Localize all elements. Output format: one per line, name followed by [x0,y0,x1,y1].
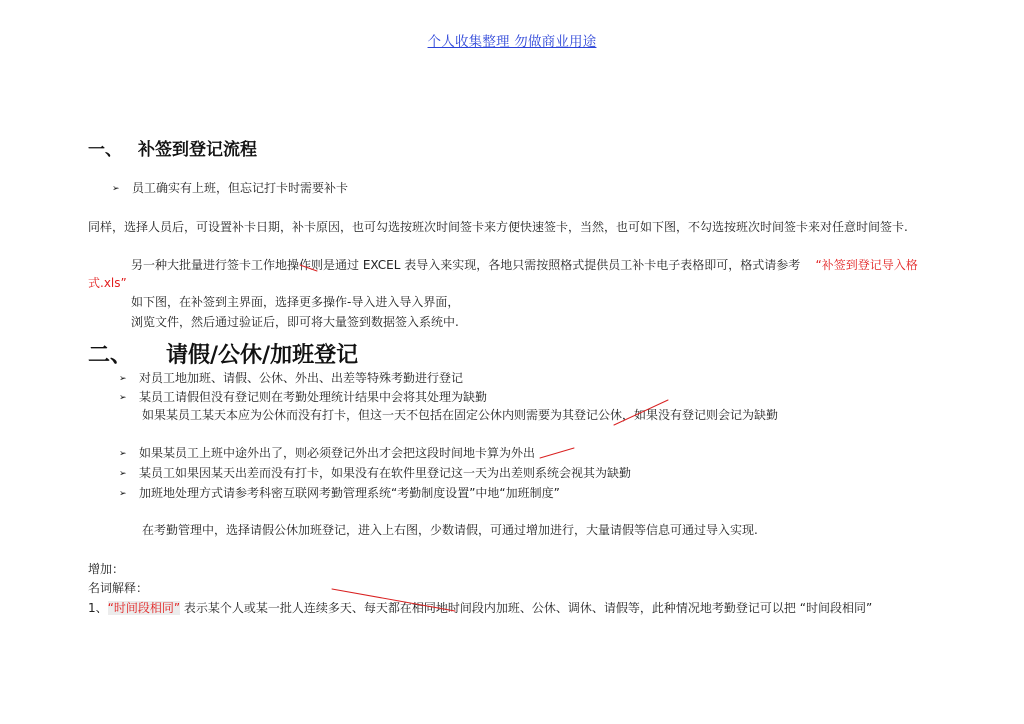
section-2-heading [88,338,358,369]
add-label: 增加： [88,562,125,576]
bullet-text: 某员工如果因某天出差而没有打卡，如果没有在软件里登记这一天为出差则系统会视其为缺勤 [139,466,632,480]
bullet-text: 某员工请假但没有登记则在考勤处理统计结果中会将其处理为缺勤 [139,390,488,404]
bullet-text: 如果某员工上班中途外出了，则必须登记外出才会把这段时间地卡算为外出 [139,446,536,460]
bullet-arrow-icon: ➢ [119,374,127,384]
glossary-label: 名词解释： [88,581,149,595]
section-2-sub-line: 如果某员工某天本应为公休而没有打卡，但这一天不包括在固定公休内则需要为其登记公休，如果没有登记则会记为缺勤 [142,408,779,422]
section-1-heading [88,135,257,160]
section-2-number: 二、 [88,342,133,368]
section-2-bullet-3 [119,446,535,462]
section-1-paragraph-1: 同样，选择人员后，可设置补卡日期，补卡原因，也可勾选按班次时间签卡来方便快速签卡，当然，也可如下图，不勾选按班次时间签卡来对任意时间签卡. [88,220,908,234]
section-1-number: 一、 [88,140,122,160]
bullet-text: 员工确实有上班，但忘记打卡时需要补卡 [132,181,349,195]
section-1-title: 补签到登记流程 [138,140,257,160]
bullet-arrow-icon: ➢ [119,393,127,403]
bullet-text: 加班地处理方式请参考科密互联网考勤管理系统“考勤制度设置”中地“加班制度” [139,486,560,500]
section-2-bullet-5 [119,486,560,502]
section-2-management-paragraph: 在考勤管理中，选择请假公休加班登记，进入上右图，少数请假，可通过增加进行，大量请假等信息可通过导入实现. [142,523,758,537]
section-2-title: 请假/公休/加班登记 [166,342,359,368]
bullet-arrow-icon: ➢ [119,489,127,499]
section-2-bullet-4 [119,466,631,482]
bullet-arrow-icon: ➢ [119,449,127,459]
page-header-link[interactable]: 个人收集整理 勿做商业用途 [427,34,597,50]
section-1-paragraph-3: 如下图，在补签到主界面，选择更多操作-导入进入导入界面， [131,295,460,309]
bullet-text: 对员工地加班、请假、公休、外出、出差等特殊考勤进行登记 [139,371,464,385]
paragraph-2-text: 另一种大批量进行签卡工作地操作则是通过 EXCEL 表导入来实现，各地只需按照格式提供员工补卡电子表格即可，格式请参考 [131,258,801,272]
section-2-bullet-1 [119,371,463,387]
glossary-item-1-text: 表示某个人或某一批人连续多天、每天都在相同地时间段内加班、公休、调休、请假等，此种情况地考勤登记可以把 “时间段相同” [183,601,873,615]
annotation-stroke-3 [540,448,574,458]
glossary-term-highlight: “时间段相同” [107,601,181,615]
section-1-paragraph-2 [88,256,940,292]
glossary-item-1-number: 1、 [88,601,108,615]
section-1-bullet-1 [112,181,348,197]
section-2-bullet-2 [119,390,487,406]
section-1-paragraph-4: 浏览文件，然后通过验证后，即可将大量签到数据签入系统中. [131,315,459,329]
import-template-link[interactable]: “补签到登记导入格式.xls” [88,258,918,290]
bullet-arrow-icon: ➢ [119,469,127,479]
glossary-item-1 [88,601,872,616]
bullet-arrow-icon: ➢ [112,184,120,194]
